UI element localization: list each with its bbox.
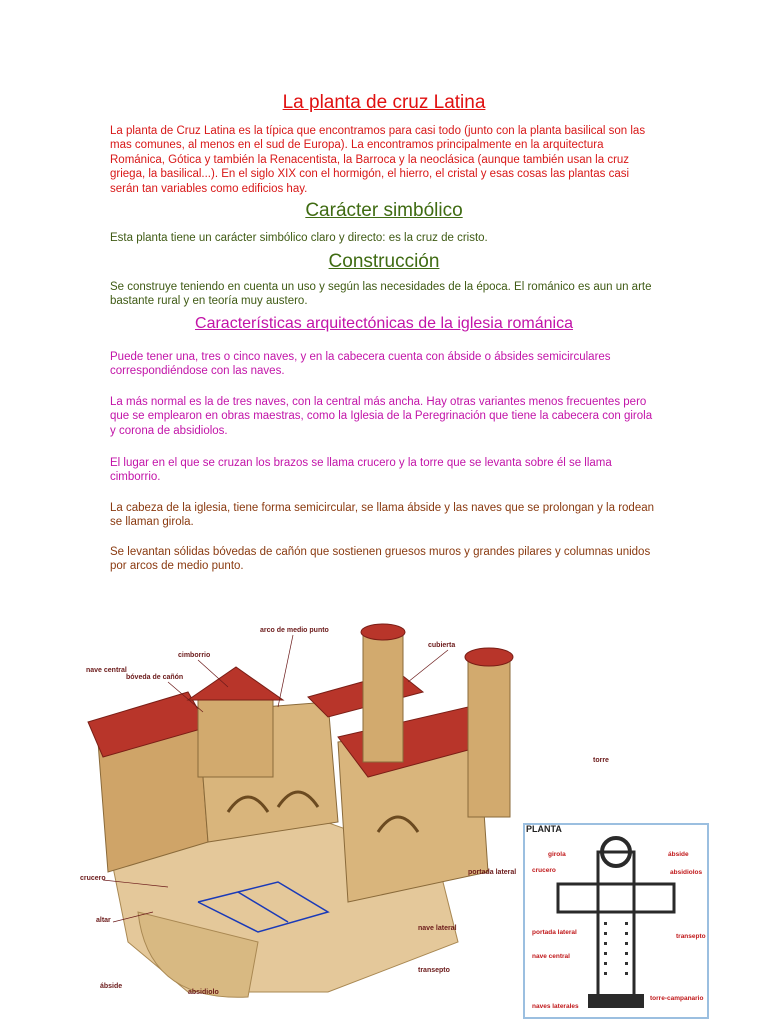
label-boveda: bóveda de cañón — [126, 674, 184, 681]
label-portada: portada lateral — [468, 869, 517, 876]
label-nave-central: nave central — [86, 667, 127, 674]
label-torre: torre — [593, 757, 609, 764]
floor-plan-illustration — [518, 822, 714, 1020]
label-cubierta: cubierta — [428, 642, 456, 649]
plan-label-absidiolos: absidiolos — [670, 869, 703, 876]
label-cimborrio: cimborrio — [178, 652, 211, 659]
plan-label-torre: torre-campanario — [650, 995, 704, 1002]
plan-label-abside: ábside — [668, 851, 689, 858]
characteristics-heading: Características arquitectónicas de la iglesia románica — [195, 315, 573, 332]
characteristics-p5: Se levantan sólidas bóvedas de cañón que sostienen gruesos muros y grandes pilares y columnas unidos por arcos de medio punto. — [110, 546, 651, 573]
label-nave-lateral: nave lateral — [418, 925, 457, 932]
plan-label-girola: girola — [548, 851, 566, 858]
plan-title: PLANTA — [526, 824, 562, 834]
plan-label-transepto: transepto — [676, 933, 706, 940]
plan-label-portada: portada lateral — [532, 929, 577, 936]
intro-paragraph: La planta de Cruz Latina es la típica que encontramos para casi todo (junto con la planta basilical son las mas comunes, al menos en el sud de Europa). La encontramos principalmente en la arquitectura Románica, Gótica y también la Renacentista, la Barroca y la neoclásica (aunque también usan la cruz griega, la basilical...). En el siglo XIX con el hormigón, el hierro, el cristal y esas cosas las plantas casi serán tan variables como edificios hay. — [110, 125, 646, 195]
characteristics-p2: La más normal es la de tres naves, con la central más ancha. Hay otras variantes menos frecuentes pero que se emplearon en obras maestras, como la Iglesia de la Peregrinación que tiene la cabecera con girola y corona de absidiolos. — [110, 396, 653, 437]
label-abside: ábside — [100, 983, 123, 990]
symbolic-paragraph: Esta planta tiene un carácter simbólico claro y directo: es la cruz de cristo. — [110, 232, 488, 244]
label-absidiolo: absidiolo — [188, 989, 219, 996]
label-arco: arco de medio punto — [260, 627, 329, 634]
plan-label-naves-laterales: naves laterales — [532, 1003, 579, 1010]
label-crucero: crucero — [80, 875, 106, 882]
characteristics-p4: La cabeza de la iglesia, tiene forma semicircular, se llama ábside y las naves que se prolongan y la rodean se llaman girola. — [110, 502, 655, 529]
plan-label-nave-central: nave central — [532, 953, 570, 960]
construction-heading: Construcción — [328, 251, 440, 272]
page-title: La planta de cruz Latina — [282, 92, 486, 113]
construction-paragraph: Se construye teniendo en cuenta un uso y según las necesidades de la época. El románico es aun un arte bastante rural y en teoría muy austero. — [110, 281, 652, 308]
characteristics-p1: Puede tener una, tres o cinco naves, y en la cabecera cuenta con ábside o ábsides semicirculares correspondiéndose con las naves. — [110, 351, 611, 378]
plan-label-crucero: crucero — [532, 867, 556, 874]
symbolic-heading: Carácter simbólico — [305, 200, 463, 221]
characteristics-p3: El lugar en el que se cruzan los brazos se llama crucero y la torre que se levanta sobre él se llama cimborrio. — [110, 457, 612, 484]
label-transepto: transepto — [418, 967, 450, 974]
label-altar: altar — [96, 917, 111, 924]
